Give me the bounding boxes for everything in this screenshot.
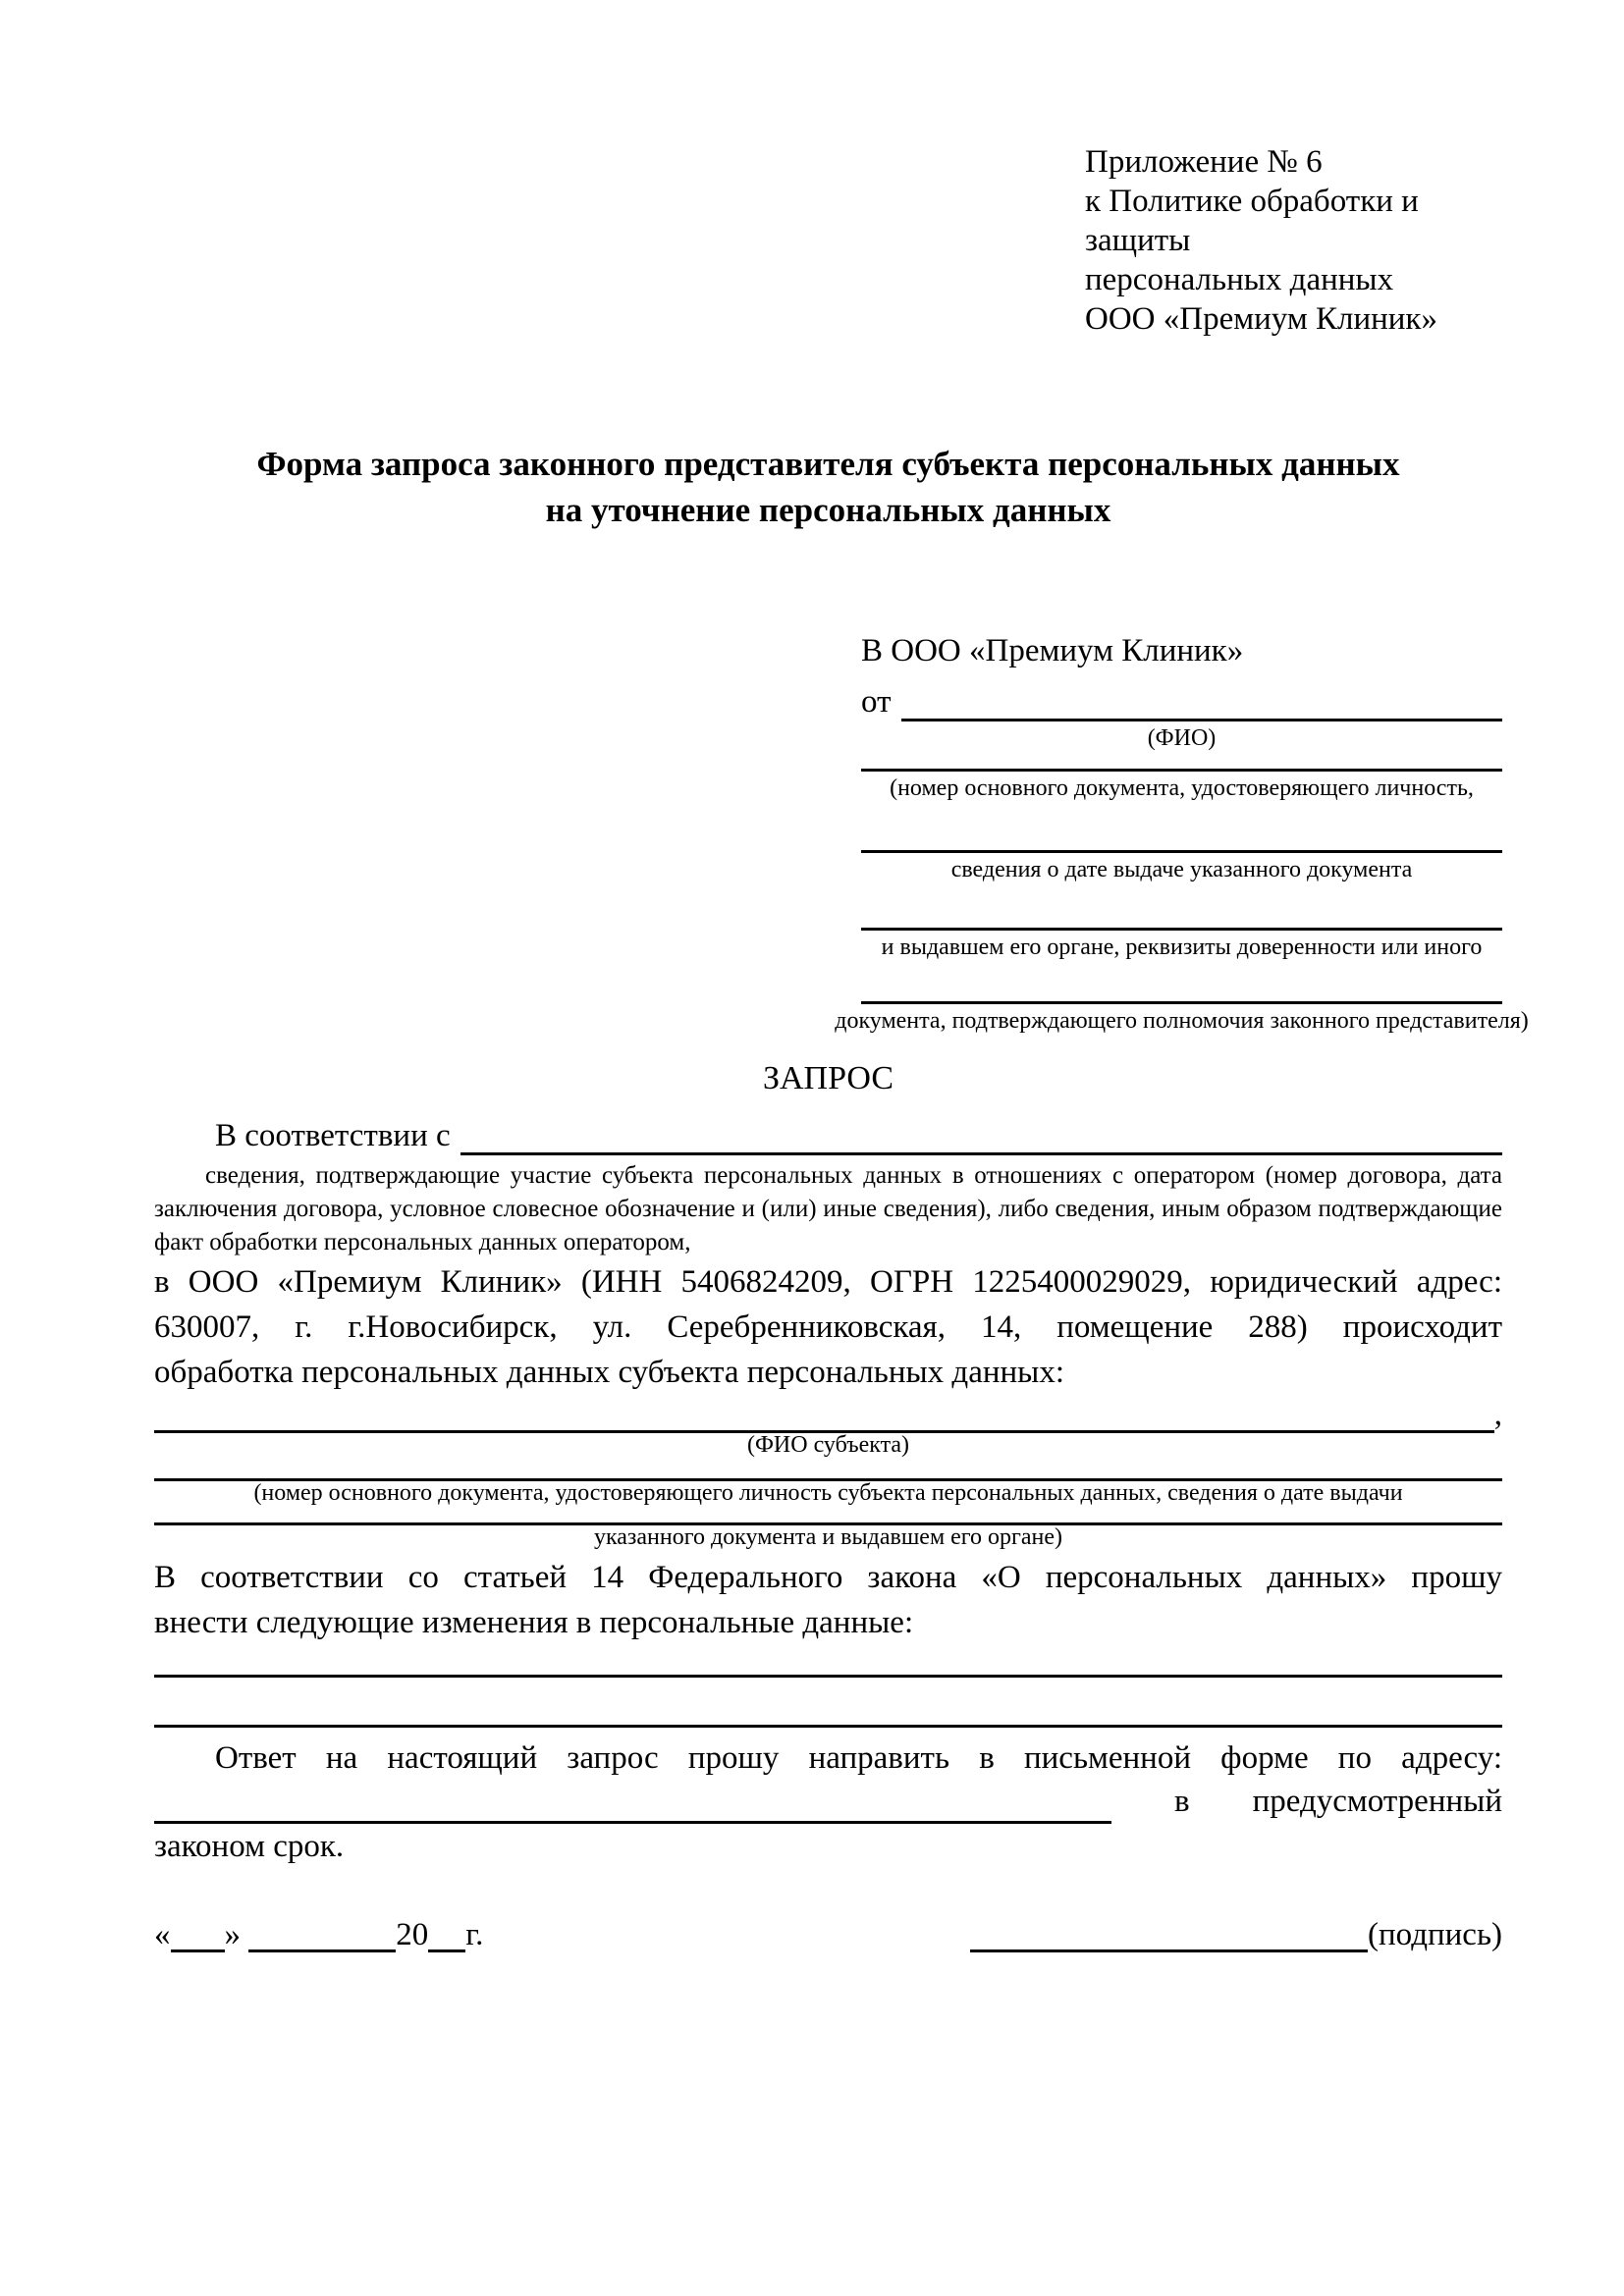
from-blank-line — [901, 685, 1503, 721]
blank-line — [154, 1505, 1502, 1525]
document-title-line: Форма запроса законного представителя субъекта персональных данных — [256, 445, 1400, 483]
doc-number-caption — [861, 774, 1502, 803]
changes-blank-line — [154, 1645, 1502, 1678]
date-year-blank — [428, 1920, 465, 1952]
subject-issuer-caption — [154, 1525, 1502, 1549]
answer-word: предусмотренный — [1252, 1784, 1502, 1819]
blank-line — [861, 884, 1502, 931]
date-quote-open: « — [154, 1917, 171, 1952]
law-paragraph-line: внести следующие изменения в персональные данные: — [154, 1605, 914, 1640]
operator-paragraph-line: в ООО «Премиум Клиник» (ИНН 5406824209, ОГРН 1225400029029, юридический адрес: — [154, 1264, 1502, 1300]
date-month-blank — [248, 1920, 396, 1952]
request-heading: ЗАПРОС — [762, 1060, 894, 1096]
date-year-prefix: 20 — [396, 1917, 429, 1952]
fio-caption-text: (ФИО) — [1147, 725, 1217, 751]
appendix-line: персональных данных — [1085, 262, 1394, 297]
fio-caption — [861, 723, 1502, 753]
document-title-line: на уточнение персональных данных — [545, 491, 1111, 529]
answer-paragraph — [154, 1735, 1502, 1869]
answer-address-blank-line — [154, 1788, 1111, 1824]
blank-line — [861, 753, 1502, 772]
signature-caption: (подпись) — [1368, 1917, 1502, 1952]
subject-fio-caption-text: (ФИО субъекта) — [746, 1432, 910, 1458]
answer-word: в — [1174, 1784, 1190, 1819]
blank-line — [861, 962, 1502, 1004]
authority-caption-text: документа, подтверждающего полномочия законного представителя) — [835, 1008, 1529, 1034]
operator-paragraph-line: обработка персональных данных субъекта персональных данных: — [154, 1355, 1064, 1390]
from-field — [861, 676, 1502, 721]
answer-address-field — [154, 1781, 1502, 1824]
subject-fio-blank-line — [154, 1413, 1494, 1433]
authority-caption — [835, 1006, 1529, 1036]
document-title — [154, 441, 1502, 533]
from-label: от — [861, 684, 892, 720]
operator-paragraph — [154, 1259, 1502, 1395]
appendix-block — [1085, 142, 1502, 339]
date-year-suffix: г. — [465, 1917, 484, 1952]
signature-field — [970, 1914, 1502, 1955]
accordance-blank-line — [460, 1119, 1502, 1155]
issuer-caption-text: и выдавшем его органе, реквизиты доверенности или иного — [881, 934, 1483, 960]
subject-doc-caption-text: (номер основного документа, удостоверяющего личность субъекта персональных данных, сведения о дате выдачи — [253, 1480, 1403, 1506]
addressee-organization: В ООО «Премиум Клиник» — [861, 633, 1244, 668]
signature-blank-line — [970, 1920, 1368, 1952]
subject-issuer-caption-text: указанного документа и выдавшем его органе) — [593, 1524, 1063, 1550]
operator-paragraph-line: 630007, г. г.Новосибирск, ул. Серебренниковская, 14, помещение 288) происходит — [154, 1309, 1502, 1345]
date-signature-row — [154, 1914, 1502, 1955]
answer-paragraph-line: законом срок. — [154, 1829, 345, 1864]
blank-line — [861, 803, 1502, 853]
law-paragraph — [154, 1555, 1502, 1645]
law-paragraph-line: В соответствии со статьей 14 Федерального закона «О персональных данных» прошу — [154, 1560, 1502, 1595]
appendix-line: Приложение № 6 — [1085, 144, 1323, 180]
accordance-field — [154, 1108, 1502, 1155]
doc-number-caption-text: (номер основного документа, удостоверяющего личность, — [890, 775, 1474, 801]
subject-fio-caption — [154, 1433, 1502, 1457]
subject-doc-caption — [154, 1481, 1502, 1505]
issue-date-caption-text: сведения о дате выдаче указанного документа — [950, 857, 1413, 882]
accordance-label: В соответствии с — [215, 1118, 451, 1153]
answer-paragraph-line: Ответ на настоящий запрос прошу направить в письменной форме по адресу: — [215, 1740, 1502, 1776]
appendix-line: ООО «Премиум Клиник» — [1085, 301, 1437, 337]
subject-fio-comma: , — [1493, 1397, 1502, 1432]
date-quote-close: » — [224, 1917, 241, 1952]
subject-fio-field — [154, 1397, 1502, 1433]
changes-blank-line — [154, 1678, 1502, 1728]
issue-date-caption — [861, 855, 1502, 884]
blank-line — [154, 1457, 1502, 1481]
accordance-smallprint: сведения, подтверждающие участие субъекта персональных данных в отношениях с оператором (номер договора, дата заключения договора, условное словесное обозначение и (или) иные сведения), либо сведения, иным образом подтверждающие факт обработки персональных данных оператором, — [154, 1162, 1502, 1255]
date-day-blank — [171, 1920, 225, 1952]
issuer-caption — [861, 933, 1502, 962]
appendix-line: к Политике обработки и защиты — [1085, 184, 1419, 258]
addressee-block — [835, 629, 1529, 1036]
date-field — [154, 1914, 483, 1955]
